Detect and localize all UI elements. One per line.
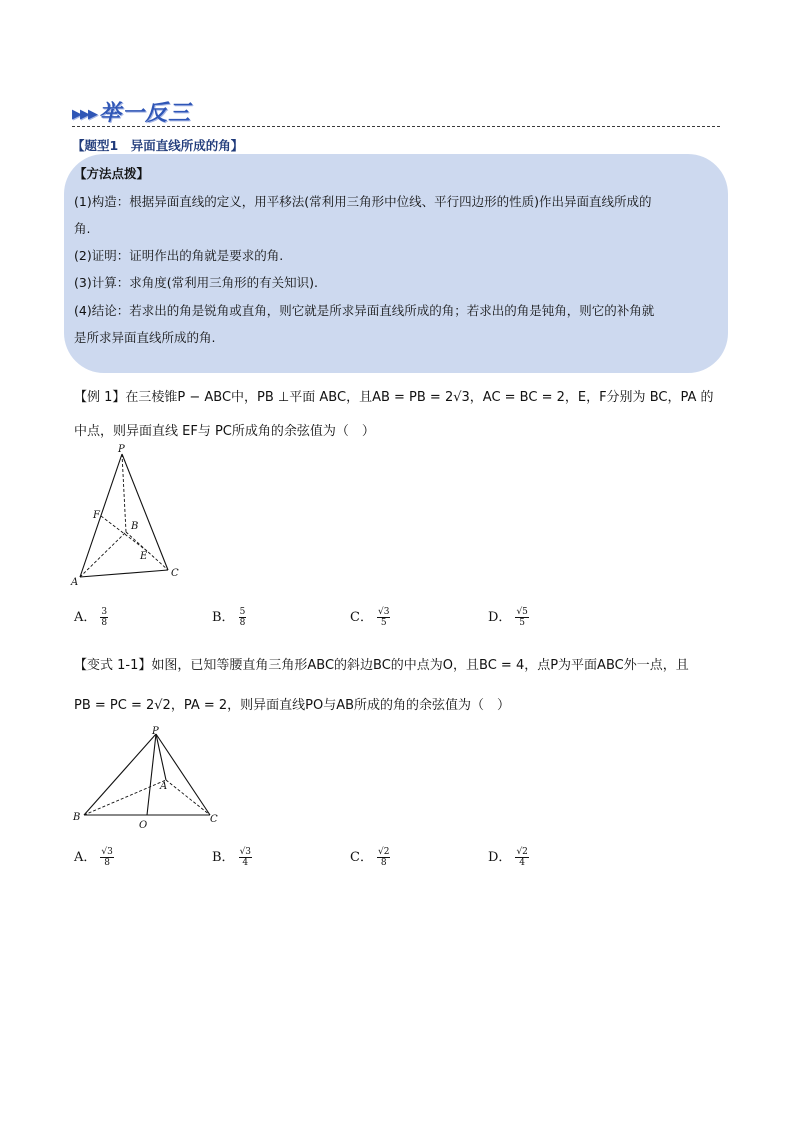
fraction-numerator: √2 (516, 847, 528, 857)
header-divider (72, 126, 720, 127)
edge-PA (80, 454, 122, 577)
fraction-numerator: √3 (101, 847, 113, 857)
label-B: B (73, 812, 81, 823)
label-C: C (210, 814, 218, 825)
tip-line: (1)构造：根据异面直线的定义，用平移法(常利用三角形中位线、平行四边形的性质)作出异面直线所成的 (74, 194, 652, 209)
option-fraction (100, 847, 113, 868)
example1-option-b[interactable] (212, 606, 246, 628)
option-letter: A． (74, 850, 97, 865)
edge-AB (84, 780, 166, 815)
label-P: P (118, 444, 125, 455)
edge-AC (80, 570, 168, 577)
variant1-option-b[interactable] (212, 846, 252, 868)
fraction-denominator: 4 (242, 858, 249, 868)
variant1-question-line2: PB = PC = 2√2，PA = 2，则异面直线PO与AB所成的角的余弦值为（ ） (74, 698, 511, 713)
example1-option-c[interactable] (350, 606, 390, 628)
variant1-option-a[interactable] (74, 846, 114, 868)
tip-line: (4)结论：若求出的角是锐角或直角，则它就是所求异面直线所成的角；若求出的角是钝角，则它的补角就 (74, 303, 655, 318)
option-letter: C． (350, 850, 373, 865)
section-brand-title (72, 96, 191, 127)
fraction-denominator: 8 (239, 618, 246, 628)
variant1-option-d[interactable] (488, 846, 529, 868)
fraction-numerator: √3 (377, 607, 390, 617)
fraction-denominator: 8 (101, 618, 108, 628)
fraction-denominator: 4 (519, 858, 526, 868)
option-letter: B． (212, 850, 235, 865)
fraction-numerator: √3 (239, 847, 252, 857)
label-A: A (160, 781, 168, 792)
variant1-pyramid-figure (64, 722, 234, 832)
fraction-numerator: 5 (239, 607, 246, 617)
option-fraction (515, 607, 528, 628)
segment-PO (147, 734, 156, 815)
label-C: C (171, 568, 179, 579)
method-tips-title: 【方法点拨】 (74, 166, 150, 181)
fraction-denominator: 5 (519, 618, 526, 628)
edge-PB (84, 734, 156, 815)
label-O: O (139, 820, 148, 831)
option-fraction (377, 847, 390, 868)
fraction-numerator: √2 (377, 847, 390, 857)
label-B: B (131, 521, 139, 532)
option-letter: A． (74, 610, 97, 625)
fraction-numerator: √5 (516, 607, 528, 617)
edge-PB (122, 454, 126, 532)
brand-text: 举一反三 (99, 101, 192, 126)
fraction-denominator: 5 (380, 618, 387, 628)
label-F: F (93, 510, 100, 521)
label-P: P (152, 726, 159, 737)
fraction-denominator: 8 (380, 858, 387, 868)
example1-pyramid-figure (60, 440, 200, 590)
option-fraction (377, 607, 390, 628)
option-fraction (239, 607, 247, 628)
tip-line: (3)计算：求角度(常利用三角形的有关知识). (74, 275, 318, 290)
option-letter: B． (212, 610, 235, 625)
topic-heading: 【题型1 异面直线所成的角】 (72, 138, 244, 153)
example1-question-line2: 中点，则异面直线 EF与 PC所成角的余弦值为（ ） (74, 424, 375, 439)
example1-question-line1: 【例 1】在三棱锥P − ABC中，PB ⊥平面 ABC，且AB = PB = 2√3，AC = BC = 2，E，F分别为 BC，PA 的 (74, 390, 714, 405)
edge-AB (80, 532, 126, 577)
option-fraction (239, 847, 252, 868)
example1-option-d[interactable] (488, 606, 529, 628)
option-letter: C． (350, 610, 373, 625)
tip-line: 角. (74, 221, 91, 236)
arrow-chevrons-icon: ▶▶▶ (72, 107, 96, 122)
tip-line: (2)证明：证明作出的角就是要求的角. (74, 248, 284, 263)
label-A: A (71, 577, 79, 588)
variant1-question-line1: 【变式 1-1】如图，已知等腰直角三角形ABC的斜边BC的中点为O，且BC = 4，点P为平面ABC外一点，且 (74, 658, 689, 673)
tip-line: 是所求异面直线所成的角. (74, 330, 216, 345)
fraction-denominator: 8 (104, 858, 110, 868)
example1-option-a[interactable] (74, 606, 108, 628)
edge-AC (166, 780, 210, 815)
edge-PC (156, 734, 210, 815)
label-E: E (140, 551, 148, 562)
fraction-numerator: 3 (101, 607, 108, 617)
option-letter: D． (488, 850, 512, 865)
option-letter: D． (488, 610, 512, 625)
variant1-option-c[interactable] (350, 846, 390, 868)
option-fraction (100, 607, 108, 628)
option-fraction (515, 847, 528, 868)
